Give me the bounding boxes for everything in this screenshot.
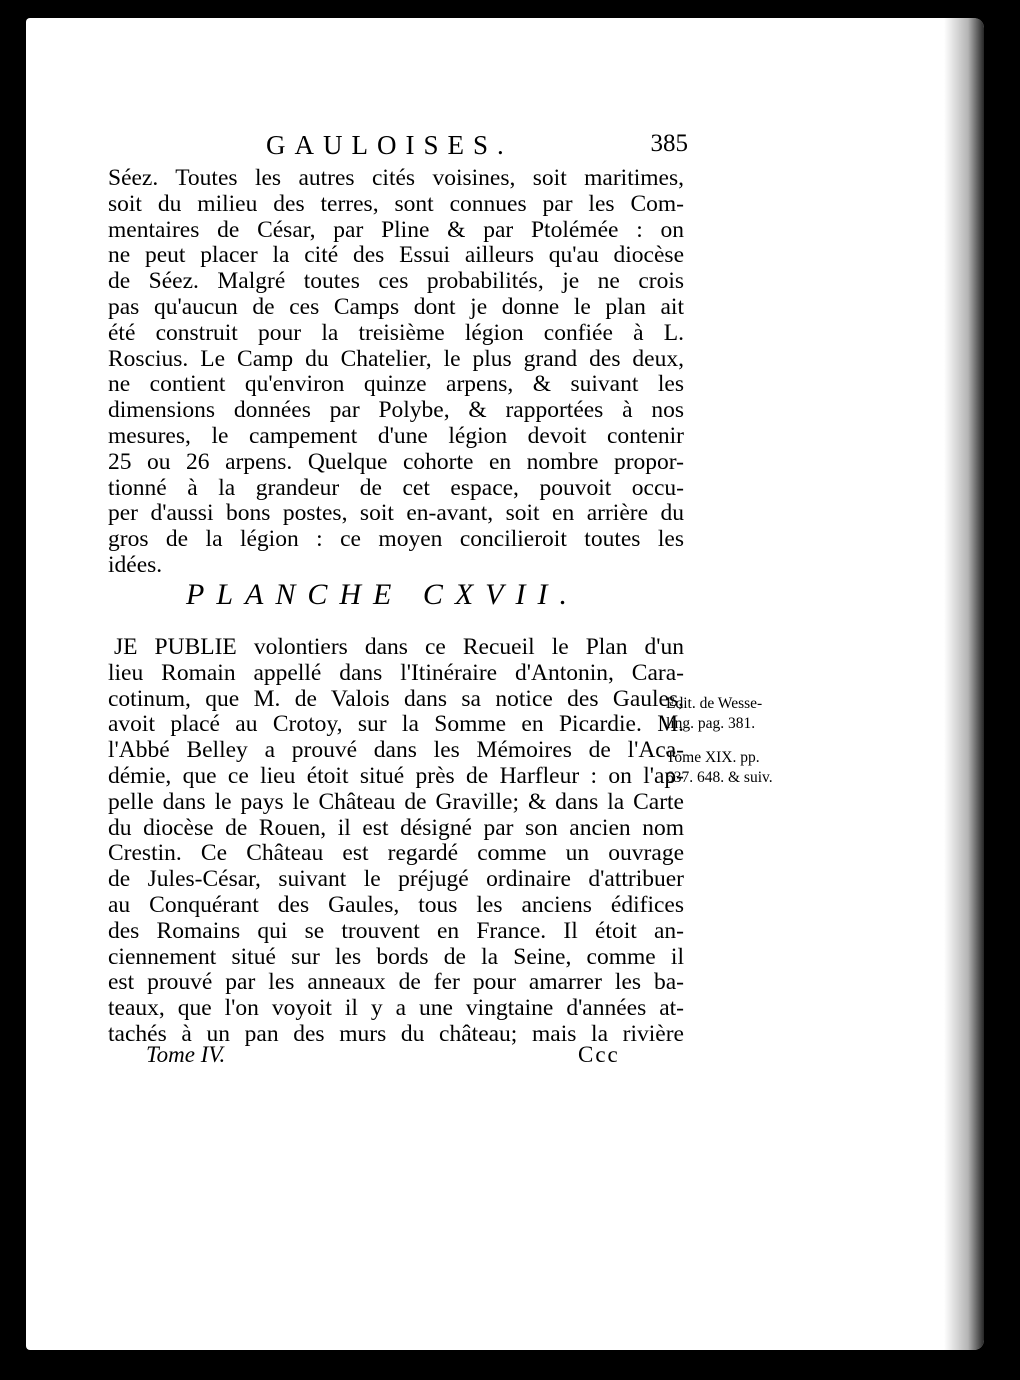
text-line: avoit placé au Crotoy, sur la Somme en Picardie. M. bbox=[108, 711, 684, 738]
signature-mark: Ccc bbox=[578, 1042, 620, 1067]
text-line: Roscius. Le Camp du Chatelier, le plus grand des deux, bbox=[108, 345, 684, 372]
plate-heading: PLANCHE CXVII. bbox=[186, 578, 579, 611]
marginal-note-line: Tome XIX. pp. bbox=[666, 749, 760, 766]
text-line: per d'aussi bons postes, soit en-avant, soit en arrière du bbox=[108, 500, 684, 527]
text-line: au Conquérant des Gaules, tous les anciens édifices bbox=[108, 891, 684, 918]
text-line: teaux, que l'on voyoit il y a une vingtaine d'années at- bbox=[108, 995, 684, 1022]
text-line: mentaires de César, par Pline & par Ptolémée : on bbox=[108, 216, 684, 243]
text-line: Séez. Toutes les autres cités voisines, soit maritimes, bbox=[108, 165, 684, 191]
paragraph-planche bbox=[108, 635, 684, 1048]
marginal-note-edition bbox=[666, 694, 796, 734]
marginal-note-line: ling. pag. 381. bbox=[666, 715, 756, 732]
text-line: démie, que ce lieu étoit situé près de Harfleur : on l'ap- bbox=[108, 762, 684, 789]
text-line: l'Abbé Belley a prouvé dans les Mémoires de l'Aca- bbox=[108, 737, 684, 764]
marginal-note-line: 637. 648. & suiv. bbox=[666, 769, 773, 786]
text-line: de Jules-César, suivant le préjugé ordinaire d'attribuer bbox=[108, 866, 684, 893]
text-line: soit du milieu des terres, sont connues par les Com- bbox=[108, 190, 684, 217]
text-line: ciennement situé sur les bords de la Seine, comme il bbox=[108, 943, 684, 970]
page-header bbox=[106, 130, 688, 170]
running-title: GAULOISES. bbox=[266, 130, 513, 160]
text-line: de Séez. Malgré toutes ces probabilités, je ne crois bbox=[108, 268, 684, 295]
text-line: mesures, le campement d'une légion devoit contenir bbox=[108, 422, 684, 449]
text-line: cotinum, que M. de Valois dans sa notice des Gaules, bbox=[108, 685, 684, 712]
text-line: été construit pour la treisième légion confiée à L. bbox=[108, 319, 684, 346]
text-line: pelle dans le pays le Château de Graville; & dans la Carte bbox=[108, 788, 684, 815]
text-line: JE PUBLIE volontiers dans ce Recueil le Plan d'un bbox=[114, 634, 684, 660]
text-line: est prouvé par les anneaux de fer pour amarrer les ba- bbox=[108, 969, 684, 996]
marginal-note-line: Edit. de Wesse- bbox=[666, 695, 763, 712]
text-line: des Romains qui se trouvent en France. Il étoit an- bbox=[108, 917, 684, 944]
page-number: 385 bbox=[650, 130, 688, 157]
text-line: tachés à un pan des murs du château; mais la rivière bbox=[108, 1020, 684, 1047]
text-line: ne peut placer la cité des Essui ailleurs qu'au diocèse bbox=[108, 242, 684, 269]
paragraph-continuation bbox=[108, 166, 684, 579]
text-line: tionné à la grandeur de cet espace, pouvoit occu- bbox=[108, 474, 684, 501]
text-line: pas qu'aucun de ces Camps dont je donne le plan ait bbox=[108, 293, 684, 320]
text-line: Crestin. Ce Château est regardé comme un ouvrage bbox=[108, 840, 684, 867]
text-line: gros de la légion : ce moyen concilieroit toutes les bbox=[108, 526, 684, 553]
book-page bbox=[26, 18, 984, 1350]
text-line: 25 ou 26 arpens. Quelque cohorte en nombre propor- bbox=[108, 448, 684, 475]
text-line: dimensions données par Polybe, & rapportées à nos bbox=[108, 397, 684, 424]
page-edge-shadow bbox=[944, 18, 984, 1350]
page-footer bbox=[146, 1042, 646, 1072]
text-line: ne contient qu'environ quinze arpens, & suivant les bbox=[108, 371, 684, 398]
text-line: idées. bbox=[108, 551, 163, 578]
marginal-note-tome bbox=[666, 748, 796, 788]
text-line: lieu Romain appellé dans l'Itinéraire d'Antonin, Cara- bbox=[108, 659, 684, 686]
volume-label: Tome IV. bbox=[146, 1042, 226, 1067]
text-line: du diocèse de Rouen, il est désigné par son ancien nom bbox=[108, 814, 684, 841]
